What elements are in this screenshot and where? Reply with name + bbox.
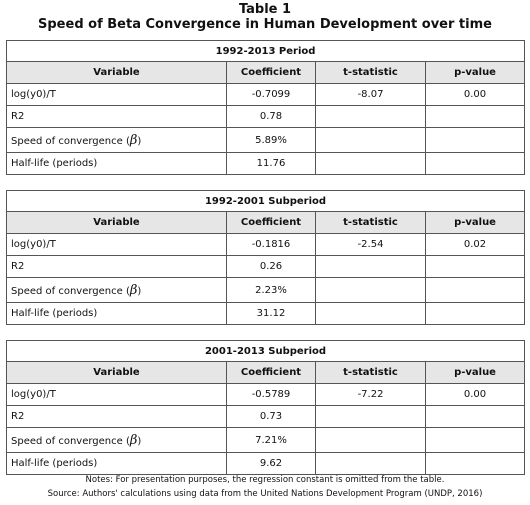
table-row	[7, 153, 525, 175]
p-value-cell: 0.02	[426, 234, 525, 256]
coefficient-cell: 11.76	[227, 153, 316, 175]
p-value-cell	[426, 406, 525, 428]
table-row	[7, 384, 525, 406]
t-statistic-cell	[316, 153, 426, 175]
t-statistic-cell	[316, 128, 426, 153]
variable-cell	[7, 128, 227, 153]
t-statistic-cell	[316, 428, 426, 453]
table-row	[7, 428, 525, 453]
variable-cell: Half-life (periods)	[7, 153, 227, 175]
variable-cell	[7, 278, 227, 303]
column-header-p-value: p-value	[426, 362, 525, 384]
table-row	[7, 406, 525, 428]
p-value-cell	[426, 278, 525, 303]
closing-paren: )	[137, 135, 142, 147]
period-heading: 1992-2001 Subperiod	[7, 191, 525, 212]
t-statistic-cell	[316, 278, 426, 303]
column-header-t-statistic: t-statistic	[316, 212, 426, 234]
coefficient-cell: -0.5789	[227, 384, 316, 406]
coefficient-cell: 0.78	[227, 106, 316, 128]
t-statistic-cell	[316, 303, 426, 325]
column-header-variable: Variable	[7, 362, 227, 384]
variable-cell: log(y0)/T	[7, 84, 227, 106]
column-header-variable: Variable	[7, 212, 227, 234]
t-statistic-cell	[316, 256, 426, 278]
closing-paren: )	[137, 435, 142, 447]
table-row	[7, 278, 525, 303]
beta-symbol: β	[129, 432, 138, 448]
column-header-coefficient: Coefficient	[227, 362, 316, 384]
p-value-cell	[426, 453, 525, 475]
variable-cell: R2	[7, 406, 227, 428]
variable-cell: R2	[7, 256, 227, 278]
coefficient-cell: -0.1816	[227, 234, 316, 256]
variable-label: Speed of convergence (	[11, 435, 130, 447]
closing-paren: )	[137, 285, 142, 297]
variable-cell: R2	[7, 106, 227, 128]
column-header-variable: Variable	[7, 62, 227, 84]
results-table-2001-2013	[6, 340, 525, 475]
p-value-cell: 0.00	[426, 84, 525, 106]
p-value-cell	[426, 303, 525, 325]
table-row	[7, 453, 525, 475]
coefficient-cell: 0.26	[227, 256, 316, 278]
column-header-p-value: p-value	[426, 212, 525, 234]
coefficient-cell: -0.7099	[227, 84, 316, 106]
variable-label: Speed of convergence (	[11, 285, 130, 297]
period-heading: 1992-2013 Period	[7, 41, 525, 62]
t-statistic-cell	[316, 106, 426, 128]
coefficient-cell: 7.21%	[227, 428, 316, 453]
table-title: Speed of Beta Convergence in Human Development over time	[38, 17, 492, 32]
table-row	[7, 106, 525, 128]
coefficient-cell: 0.73	[227, 406, 316, 428]
table-row	[7, 234, 525, 256]
t-statistic-cell: -2.54	[316, 234, 426, 256]
variable-cell: Half-life (periods)	[7, 303, 227, 325]
p-value-cell: 0.00	[426, 384, 525, 406]
column-header-p-value: p-value	[426, 62, 525, 84]
t-statistic-cell: -8.07	[316, 84, 426, 106]
t-statistic-cell	[316, 406, 426, 428]
coefficient-cell: 9.62	[227, 453, 316, 475]
column-header-coefficient: Coefficient	[227, 212, 316, 234]
variable-cell: log(y0)/T	[7, 384, 227, 406]
beta-symbol: β	[129, 282, 138, 298]
variable-label: Speed of convergence (	[11, 135, 130, 147]
column-header-t-statistic: t-statistic	[316, 362, 426, 384]
table-number: Table 1	[238, 2, 292, 17]
table-row	[7, 256, 525, 278]
table-source: Source: Authors' calculations using data from the United Nations Development Program (UNDP, 2016)	[47, 489, 483, 499]
p-value-cell	[426, 128, 525, 153]
results-table-1992-2013	[6, 40, 525, 175]
coefficient-cell: 5.89%	[227, 128, 316, 153]
t-statistic-cell	[316, 453, 426, 475]
column-header-coefficient: Coefficient	[227, 62, 316, 84]
results-table-1992-2001	[6, 190, 525, 325]
column-header-t-statistic: t-statistic	[316, 62, 426, 84]
variable-cell: log(y0)/T	[7, 234, 227, 256]
coefficient-cell: 2.23%	[227, 278, 316, 303]
p-value-cell	[426, 153, 525, 175]
table-row	[7, 303, 525, 325]
coefficient-cell: 31.12	[227, 303, 316, 325]
t-statistic-cell: -7.22	[316, 384, 426, 406]
p-value-cell	[426, 256, 525, 278]
period-heading: 2001-2013 Subperiod	[7, 341, 525, 362]
table-row	[7, 128, 525, 153]
table-row	[7, 84, 525, 106]
p-value-cell	[426, 106, 525, 128]
beta-symbol: β	[129, 132, 138, 148]
variable-cell: Half-life (periods)	[7, 453, 227, 475]
variable-cell	[7, 428, 227, 453]
p-value-cell	[426, 428, 525, 453]
table-notes: Notes: For presentation purposes, the regression constant is omitted from the table.	[85, 475, 445, 485]
